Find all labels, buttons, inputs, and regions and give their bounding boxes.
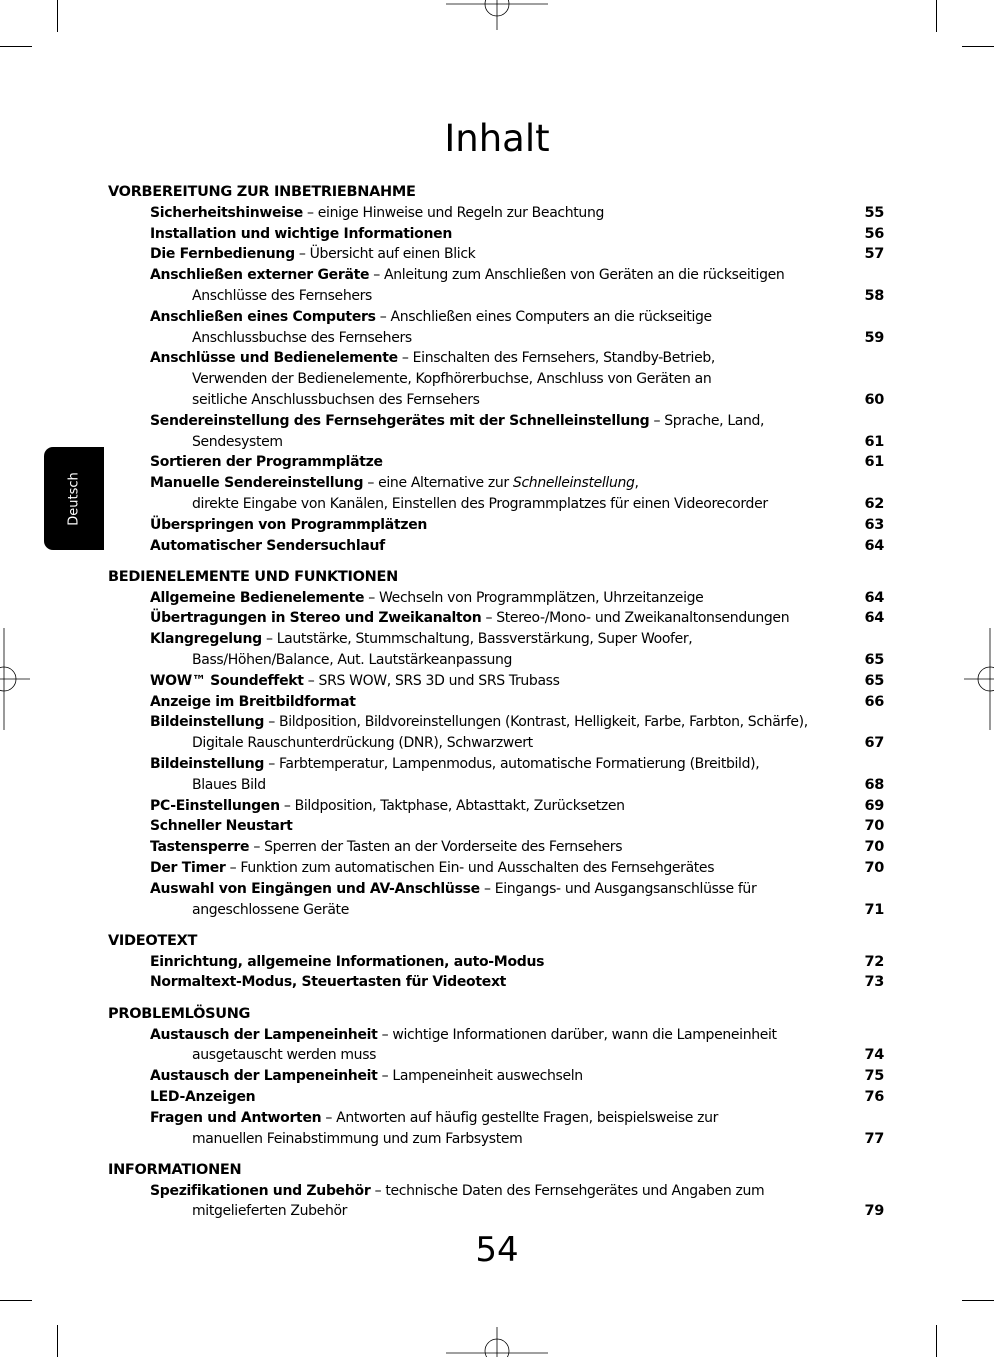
entry-name: Bildeinstellung: [150, 756, 265, 773]
entry-page-number: 71: [864, 901, 884, 918]
toc-entry: [108, 952, 888, 973]
toc-entry: [108, 1066, 888, 1087]
entry-page-number: 59: [864, 329, 884, 346]
entry-name: Automatischer Sendersuchlauf: [150, 537, 385, 554]
entry-page-number: 68: [864, 776, 884, 793]
language-tab-label: Deutsch: [66, 472, 82, 526]
toc-section: [108, 931, 888, 993]
page-number: 54: [475, 1230, 519, 1270]
toc-entry: [108, 244, 888, 265]
entry-name: Installation und wichtige Informationen: [150, 225, 453, 242]
toc-section: [108, 1160, 888, 1222]
entry-line: [150, 858, 828, 879]
entry-line: [150, 1108, 828, 1129]
entry-page-number: 57: [864, 246, 884, 263]
entry-name: Einrichtung, allgemeine Informationen, auto-Modus: [150, 953, 545, 970]
entry-description: – Farbtemperatur, Lampenmodus, automatische Formatierung (Breitbild),: [264, 756, 760, 773]
entry-description-end: ,: [634, 475, 639, 492]
entry-page-number: 64: [864, 610, 884, 627]
entry-name: Fragen und Antworten: [150, 1109, 322, 1126]
entry-name: LED-Anzeigen: [150, 1088, 256, 1105]
entry-name: Sendereinstellung des Fernsehgerätes mit der Schnelleinstellung: [150, 412, 650, 429]
entry-description: – wichtige Informationen darüber, wann die Lampeneinheit: [377, 1026, 777, 1043]
toc-entry: [108, 816, 888, 837]
entry-line: [150, 671, 828, 692]
entry-page-number: 76: [864, 1088, 884, 1105]
entry-name: Austausch der Lampeneinheit: [150, 1068, 378, 1085]
entry-page-number: 77: [864, 1130, 884, 1147]
toc-section: [108, 567, 888, 921]
entry-description: – einige Hinweise und Regeln zur Beachtung: [302, 204, 605, 221]
entry-description: – Eingangs- und Ausgangsanschlüsse für: [479, 880, 757, 897]
entry-line: [150, 712, 828, 733]
crop-mark: [962, 1300, 994, 1301]
toc-section: [108, 1004, 888, 1150]
entry-page-number: 56: [864, 225, 884, 242]
entry-line: [150, 244, 828, 265]
entry-description: – Bildposition, Taktphase, Abtasttakt, Zurücksetzen: [279, 797, 625, 814]
entry-continuation: Verwenden der Bedienelemente, Kopfhörerbuchse, Anschluss von Geräten an: [192, 371, 712, 388]
entry-name: Anschlüsse und Bedienelemente: [150, 350, 398, 367]
toc-entry: [108, 671, 888, 692]
entry-line: [150, 1025, 828, 1046]
entry-page-number: 65: [864, 672, 884, 689]
entry-line: [150, 608, 828, 629]
entry-continuation: Bass/Höhen/Balance, Aut. Lautstärkeanpassung: [192, 652, 513, 669]
entry-line: [150, 411, 828, 432]
toc-entry: [108, 837, 888, 858]
toc-entry: [108, 515, 888, 536]
entry-name: Anschließen eines Computers: [150, 308, 376, 325]
entry-line: [150, 837, 828, 858]
entry-line: [150, 515, 828, 536]
toc-entry: [108, 1108, 888, 1150]
section-title: BEDIENELEMENTE UND FUNKTIONEN: [108, 568, 398, 585]
entry-continuation: Sendesystem: [192, 433, 283, 450]
entry-line: [150, 588, 828, 609]
toc-entry: [108, 858, 888, 879]
toc-entry: [108, 608, 888, 629]
entry-page-number: 55: [864, 204, 884, 221]
entry-description: – Wechseln von Programmplätzen, Uhrzeitanzeige: [364, 589, 704, 606]
entry-description: – Lampeneinheit auswechseln: [377, 1068, 583, 1085]
entry-line: [150, 796, 828, 817]
toc-entry: [108, 692, 888, 713]
registration-mark-bottom: [446, 1327, 548, 1357]
entry-name: Anschließen externer Geräte: [150, 267, 370, 284]
entry-page-number: 70: [864, 818, 884, 835]
entry-page-number: 72: [864, 953, 884, 970]
entry-name: WOW™ Soundeffekt: [150, 672, 304, 689]
toc-entry: [108, 879, 888, 921]
entry-name: Der Timer: [150, 860, 226, 876]
entry-description: – Sperren der Tasten an der Vorderseite des Fernsehers: [249, 839, 623, 856]
toc-entry: [108, 265, 888, 307]
toc-entry: [108, 411, 888, 453]
entry-line: [150, 629, 828, 650]
table-of-contents: [108, 182, 888, 1233]
entry-name: Manuelle Sendereinstellung: [150, 475, 364, 492]
toc-entry: [108, 712, 888, 754]
registration-mark-right: [964, 628, 994, 730]
entry-name: PC-Einstellungen: [150, 797, 280, 814]
section-title: VIDEOTEXT: [108, 932, 198, 949]
registration-mark-left: [0, 628, 30, 730]
crop-mark: [962, 46, 994, 47]
entry-line: [150, 879, 828, 900]
entry-description: – technische Daten des Fernsehgerätes und Angaben zum: [370, 1182, 765, 1199]
crop-mark: [0, 1300, 32, 1301]
entry-page-number: 74: [864, 1047, 884, 1064]
entry-page-number: 60: [864, 391, 884, 408]
entry-page-number: 65: [864, 652, 884, 669]
toc-entry: [108, 588, 888, 609]
toc-entry: [108, 629, 888, 671]
entry-name: Allgemeine Bedienelemente: [150, 589, 365, 606]
crop-mark: [936, 1325, 937, 1357]
entry-description: – Übersicht auf einen Blick: [294, 246, 476, 263]
entry-page-number: 69: [864, 797, 884, 814]
entry-name: Klangregelung: [150, 631, 262, 648]
toc-entry: [108, 1087, 888, 1108]
entry-page-number: 79: [864, 1203, 884, 1220]
entry-name: Überspringen von Programmplätzen: [150, 516, 428, 533]
toc-entry: [108, 307, 888, 349]
entry-page-number: 63: [864, 516, 884, 533]
entry-line: [150, 536, 828, 557]
entry-continuation: mitgelieferten Zubehör: [192, 1203, 348, 1220]
entry-description: – Stereo-/Mono- und Zweikanaltonsendungen: [481, 610, 790, 627]
entry-continuation: Anschlussbuchse des Fernsehers: [192, 329, 412, 346]
entry-description: – SRS WOW, SRS 3D und SRS Trubass: [303, 672, 560, 689]
entry-continuation: angeschlossene Geräte: [192, 901, 349, 918]
section-title: PROBLEMLÖSUNG: [108, 1005, 251, 1022]
entry-page-number: 61: [864, 433, 884, 450]
entry-line: [150, 224, 828, 245]
toc-entry: [108, 796, 888, 817]
entry-description: – Sprache, Land,: [649, 412, 765, 429]
entry-page-number: 75: [864, 1068, 884, 1085]
entry-name: Schneller Neustart: [150, 818, 293, 835]
entry-description: – Funktion zum automatischen Ein- und Ausschalten des Fernsehgerätes: [225, 860, 715, 876]
crop-mark: [0, 46, 32, 47]
entry-line: [150, 348, 828, 369]
entry-line: [150, 473, 828, 494]
entry-name: Bildeinstellung: [150, 714, 265, 731]
entry-page-number: 70: [864, 839, 884, 856]
toc-entry: [108, 452, 888, 473]
toc-entry: [108, 203, 888, 224]
section-title: VORBEREITUNG ZUR INBETRIEBNAHME: [108, 184, 416, 200]
entry-continuation: seitliche Anschlussbuchsen des Fernsehers: [192, 391, 480, 408]
entry-description: – Anleitung zum Anschließen von Geräten an die rückseitigen: [369, 267, 785, 284]
entry-description: – Lautstärke, Stummschaltung, Bassverstärkung, Super Woofer,: [261, 631, 693, 648]
entry-page-number: 64: [864, 537, 884, 554]
entry-description: – Bildposition, Bildvoreinstellungen (Kontrast, Helligkeit, Farbe, Farbton, Schärfe),: [264, 714, 808, 731]
entry-description: – eine Alternative zur: [363, 475, 513, 492]
entry-line: [150, 952, 828, 973]
page-title: Inhalt: [444, 116, 550, 160]
toc-entry: [108, 473, 888, 515]
toc-entry: [108, 536, 888, 557]
entry-line: [150, 265, 828, 286]
entry-line: [150, 307, 828, 328]
entry-name: Anzeige im Breitbildformat: [150, 693, 356, 710]
entry-continuation: Digitale Rauschunterdrückung (DNR), Schwarzwert: [192, 735, 533, 752]
entry-line: [150, 452, 828, 473]
crop-mark: [936, 0, 937, 32]
entry-line: [150, 972, 828, 993]
entry-name: Auswahl von Eingängen und AV-Anschlüsse: [150, 880, 480, 897]
entry-line: [150, 754, 828, 775]
entry-line: [150, 816, 828, 837]
entry-name: Normaltext-Modus, Steuertasten für Videotext: [150, 974, 507, 991]
toc-entry: [108, 1181, 888, 1223]
entry-name: Übertragungen in Stereo und Zweikanalton: [150, 610, 482, 627]
entry-description: – Antworten auf häufig gestellte Fragen, beispielsweise zur: [321, 1109, 719, 1126]
entry-continuation: Blaues Bild: [192, 776, 266, 793]
entry-line: [150, 1181, 828, 1202]
entry-name: Austausch der Lampeneinheit: [150, 1026, 378, 1043]
entry-line: [150, 1066, 828, 1087]
entry-page-number: 70: [864, 860, 884, 876]
toc-section: [108, 182, 888, 556]
section-title: INFORMATIONEN: [108, 1161, 242, 1178]
entry-name: Tastensperre: [150, 839, 250, 856]
toc-entry: [108, 972, 888, 993]
entry-name: Die Fernbedienung: [150, 246, 295, 263]
entry-description: – Einschalten des Fernsehers, Standby-Betrieb,: [397, 350, 715, 367]
entry-continuation: manuellen Feinabstimmung und zum Farbsystem: [192, 1130, 523, 1147]
entry-page-number: 62: [864, 495, 884, 512]
entry-page-number: 73: [864, 974, 884, 991]
entry-page-number: 67: [864, 735, 884, 752]
entry-page-number: 61: [864, 454, 884, 471]
entry-line: [150, 1087, 828, 1108]
language-tab: [44, 447, 104, 550]
entry-continuation: Anschlüsse des Fernsehers: [192, 287, 372, 304]
entry-page-number: 64: [864, 589, 884, 606]
entry-page-number: 66: [864, 693, 884, 710]
entry-description-italic: Schnelleinstellung: [512, 475, 635, 492]
entry-continuation: direkte Eingabe von Kanälen, Einstellen des Programmplatzes für einen Videorecorder: [192, 495, 768, 512]
toc-entry: [108, 1025, 888, 1067]
entry-name: Sortieren der Programmplätze: [150, 454, 383, 471]
entry-description: – Anschließen eines Computers an die rückseitige: [375, 308, 712, 325]
entry-line: [150, 692, 828, 713]
entry-name: Spezifikationen und Zubehör: [150, 1182, 371, 1199]
entry-page-number: 58: [864, 287, 884, 304]
crop-mark: [57, 1325, 58, 1357]
entry-continuation: ausgetauscht werden muss: [192, 1047, 377, 1064]
entry-line: [150, 203, 828, 224]
toc-entry: [108, 348, 888, 410]
registration-mark-top: [446, 0, 548, 30]
toc-entry: [108, 754, 888, 796]
entry-name: Sicherheitshinweise: [150, 204, 303, 221]
crop-mark: [57, 0, 58, 32]
toc-entry: [108, 224, 888, 245]
